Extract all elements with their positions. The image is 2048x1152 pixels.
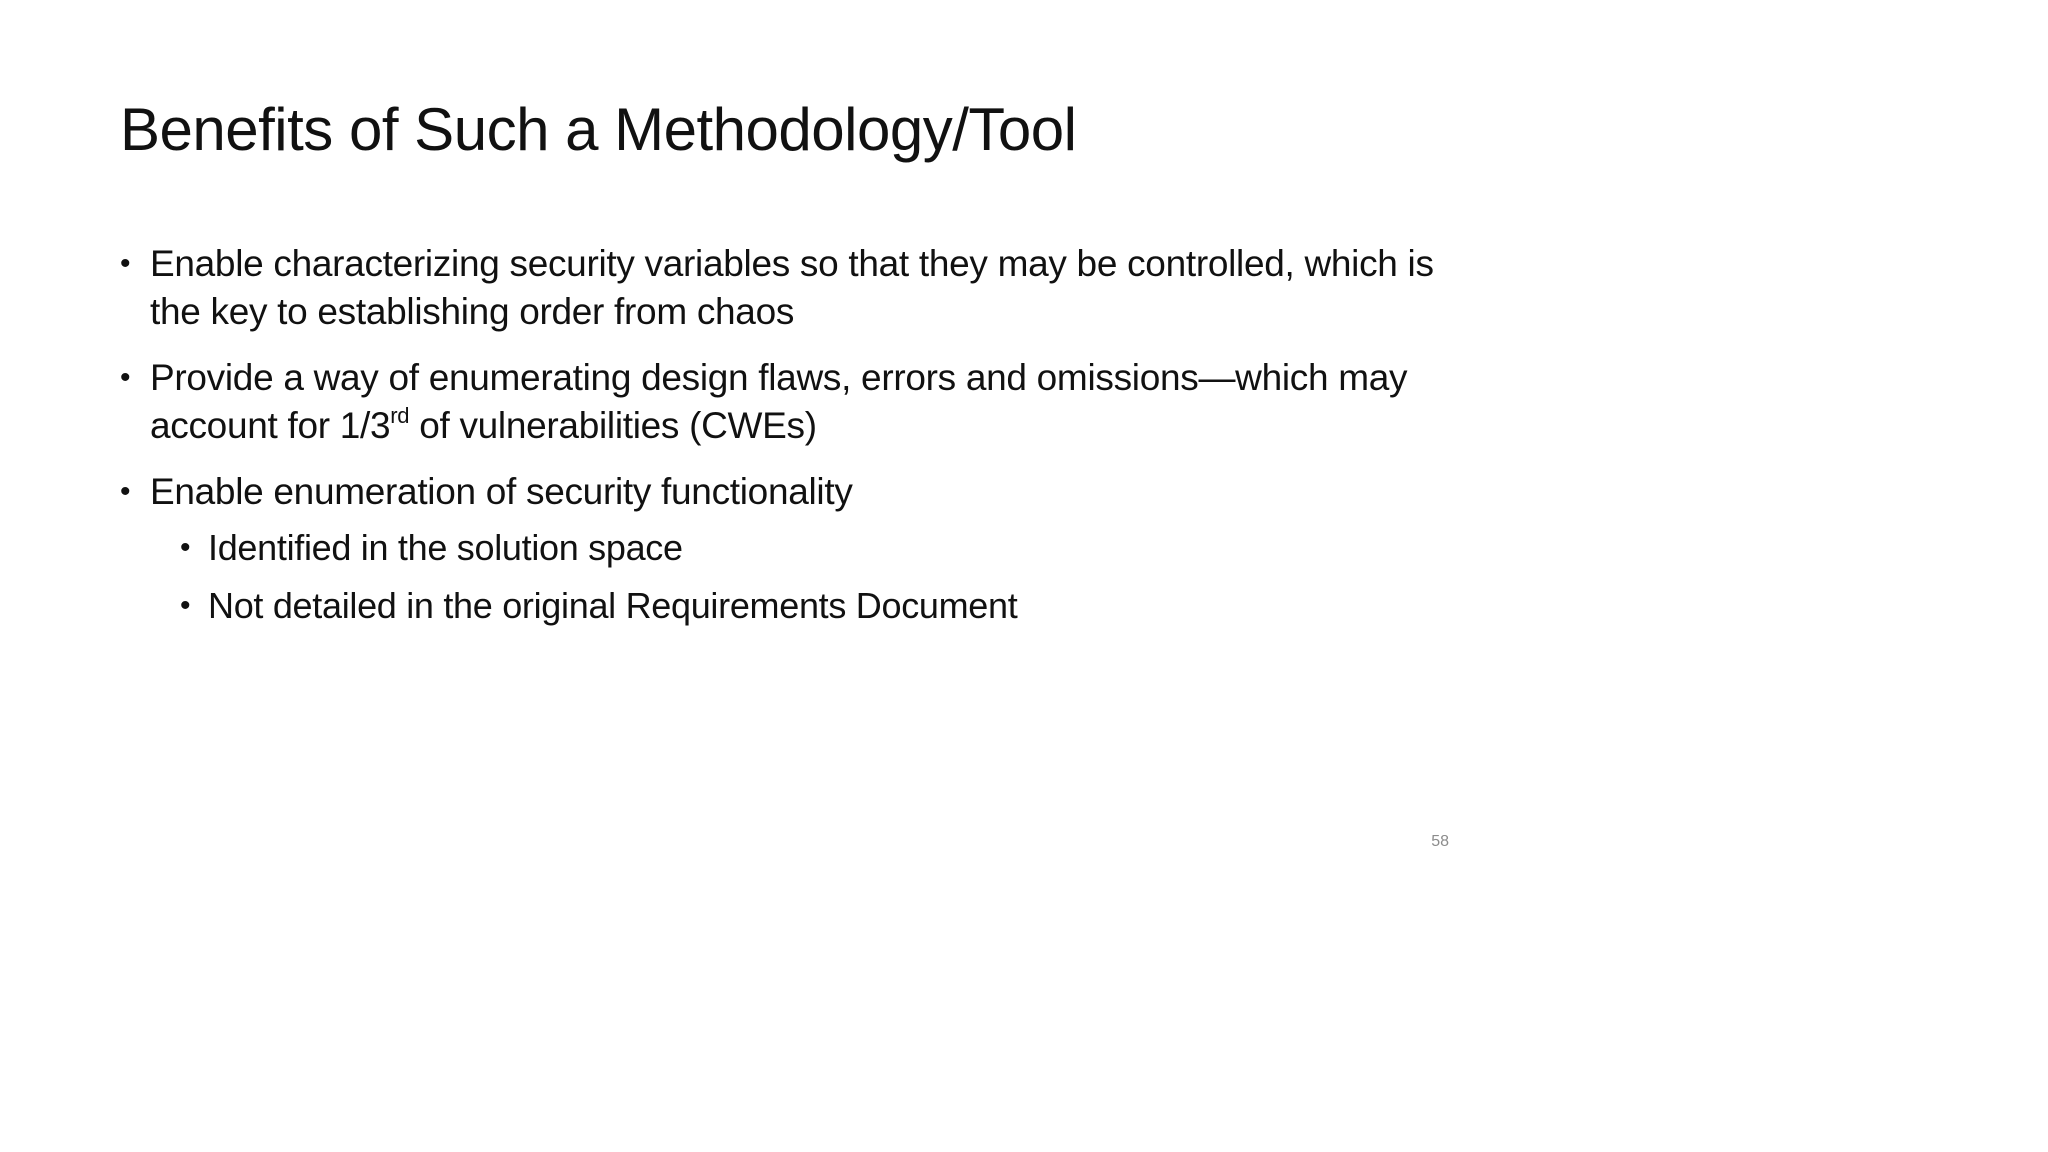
bullet-dot-icon: • <box>120 475 131 508</box>
sub-bullet-item <box>118 524 1448 572</box>
bullet-text: Enable enumeration of security functionality <box>150 471 853 512</box>
sub-bullet-text: Not detailed in the original Requirements Document <box>208 585 1018 626</box>
slide-title: Benefits of Such a Methodology/Tool <box>120 96 1077 163</box>
bullet-list <box>118 240 1448 640</box>
bullet-item <box>118 468 1448 516</box>
bullet-dot-icon: • <box>120 361 131 394</box>
sub-bullet-text: Identified in the solution space <box>208 527 683 568</box>
bullet-dot-icon: • <box>120 247 131 280</box>
bullet-item <box>118 240 1448 336</box>
bullet-text <box>150 357 1407 446</box>
bullet-text-tail: of vulnerabilities (CWEs) <box>409 405 817 446</box>
ordinal-superscript: rd <box>390 402 410 428</box>
sub-bullet-item <box>118 582 1448 630</box>
bullet-dot-icon: • <box>180 589 191 622</box>
bullet-text: Enable characterizing security variables so that they may be controlled, which is the key to establishing order from chaos <box>150 243 1434 332</box>
bullet-text-main: Provide a way of enumerating design flaws, errors and omissions—which may account for 1/3 <box>150 357 1408 446</box>
page-number: 58 <box>1431 833 1449 850</box>
bullet-dot-icon: • <box>180 531 191 564</box>
bullet-item <box>118 354 1448 450</box>
